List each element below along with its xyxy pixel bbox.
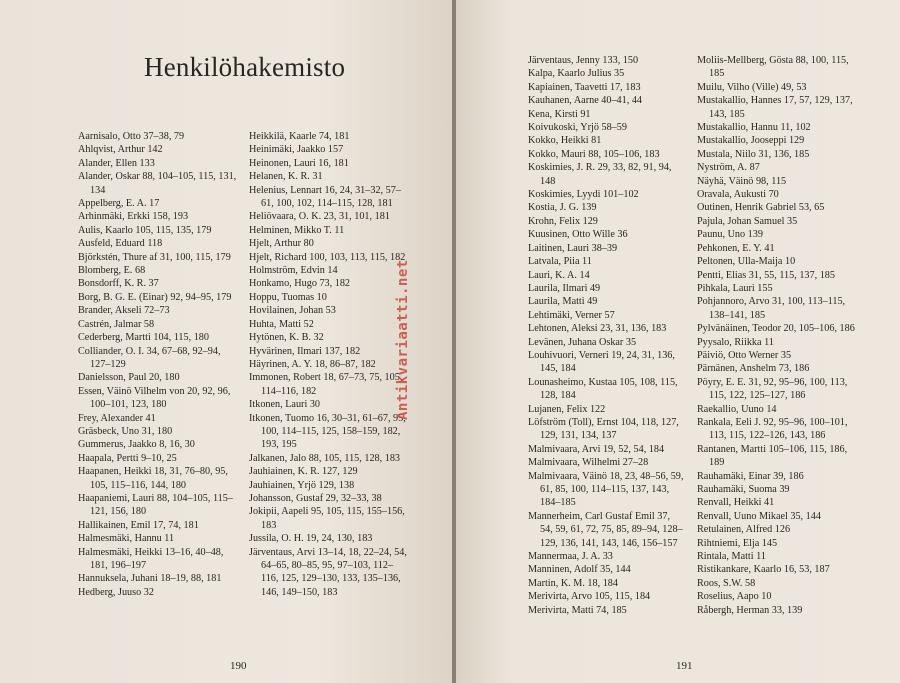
- index-entry: Hyvärinen, Ilmari 137, 182: [249, 345, 361, 357]
- index-entry: Levänen, Juhana Oskar 35: [528, 336, 637, 348]
- index-column-1: [78, 130, 238, 599]
- index-entry: Retulainen, Alfred 126: [697, 524, 791, 536]
- index-entry: Essen, Väinö Vilhelm von 20, 92, 96, 100–101, 123, 180: [78, 385, 231, 411]
- index-entry: Järventaus, Arvi 13–14, 18, 22–24, 54, 64–65, 80–85, 95, 97–103, 112–116, 125, 129–130, 133, 135–136, 146, 149–150, 183: [249, 546, 407, 598]
- index-entry: Hytönen, K. B. 32: [249, 332, 324, 344]
- index-entry: Hallikainen, Emil 17, 74, 181: [78, 519, 199, 531]
- index-entry: Arhinmäki, Erkki 158, 193: [78, 211, 189, 223]
- index-entry: Johansson, Gustaf 29, 32–33, 38: [249, 492, 382, 504]
- index-entry: Huhta, Matti 52: [249, 318, 314, 330]
- page-number-right: 191: [676, 660, 693, 672]
- index-entry: Rauhamäki, Suoma 39: [697, 484, 790, 495]
- index-entry: Kauhanen, Aarne 40–41, 44: [528, 95, 643, 107]
- index-entry: Pihkala, Lauri 155: [697, 282, 773, 294]
- index-entry: Lauri, K. A. 14: [528, 269, 590, 281]
- index-entry: Roselius, Aapo 10: [697, 591, 772, 603]
- index-entry: Pajula, Johan Samuel 35: [697, 215, 798, 227]
- index-entry: Koivukoski, Yrjö 58–59: [528, 122, 627, 134]
- index-entry: Mannermaa, J. A. 33: [528, 551, 613, 563]
- index-entry: Pyysalo, Riikka 11: [697, 336, 774, 348]
- index-entry: Holmström, Edvin 14: [249, 265, 338, 277]
- index-entry: Koskimies, Lyydi 101–102: [528, 189, 639, 201]
- index-entry: Mustakallio, Hannes 17, 57, 129, 137, 143, 185: [697, 95, 853, 120]
- index-entry: Hovilainen, Johan 53: [249, 305, 336, 317]
- index-entry: Alander, Ellen 133: [78, 157, 155, 169]
- index-entry: Lehtonen, Aleksi 23, 31, 136, 183: [528, 323, 667, 335]
- index-entry: Aulis, Kaarlo 105, 115, 135, 179: [78, 224, 212, 236]
- index-entry: Löfström (Toll), Ernst 104, 118, 127, 129, 131, 134, 137: [528, 416, 679, 442]
- index-entry: Mustakallio, Jooseppi 129: [697, 135, 805, 147]
- index-entry: Merivirta, Arvo 105, 115, 184: [528, 591, 651, 603]
- index-entry: Kokko, Mauri 88, 105–106, 183: [528, 148, 660, 160]
- index-entry: Pohjannoro, Arvo 31, 100, 113–115, 138–141, 185: [697, 296, 846, 321]
- watermark-text: Antikvariaatti.net: [395, 259, 411, 420]
- index-entry: Paunu, Uno 139: [697, 229, 763, 241]
- index-entry: Helminen, Mikko T. 11: [249, 224, 345, 236]
- index-entry: Pöyry, E. E. 31, 92, 95–96, 100, 113, 115, 122, 125–127, 186: [697, 376, 848, 402]
- index-entry: Kuusinen, Otto Wille 36: [528, 229, 628, 241]
- index-entry: Heinimäki, Jaakko 157: [249, 144, 344, 156]
- index-title: Henkilöhakemisto: [144, 52, 346, 82]
- index-entry: Latvala, Piia 11: [528, 256, 592, 268]
- index-entry: Lounasheimo, Kustaa 105, 108, 115, 128, 184: [528, 376, 678, 402]
- index-entry: Gräsbeck, Uno 31, 180: [78, 425, 173, 437]
- index-entry: Mannerheim, Carl Gustaf Emil 37, 54, 59, 61, 72, 75, 85, 89–94, 128–129, 136, 141, 143, 146, 156–157: [528, 510, 683, 549]
- index-entry: Ausfeld, Eduard 118: [78, 238, 163, 250]
- index-entry: Mustakallio, Hannu 11, 102: [697, 122, 811, 134]
- index-entry: Renvall, Heikki 41: [697, 497, 775, 509]
- index-entry: Kokko, Heikki 81: [528, 135, 602, 147]
- index-entry: Itkonen, Lauri 30: [249, 399, 321, 411]
- index-entry: Halmesmäki, Hannu 11: [78, 533, 175, 545]
- right-page: [456, 0, 900, 683]
- index-entry: Manninen, Adolf 35, 144: [528, 564, 631, 576]
- index-entry: Kapiainen, Taavetti 17, 183: [528, 81, 641, 93]
- index-entry: Jokipii, Aapeli 95, 105, 115, 155–156, 183: [249, 506, 405, 531]
- index-entry: Malmivaara, Arvi 19, 52, 54, 184: [528, 443, 665, 455]
- index-entry: Hjelt, Arthur 80: [249, 238, 314, 250]
- index-entry: Roos, S.W. 58: [697, 577, 756, 589]
- index-column-2: [249, 130, 409, 599]
- index-entry: Koskimies, J. R. 29, 33, 82, 91, 94, 148: [528, 162, 672, 187]
- index-entry: Hjelt, Richard 100, 103, 113, 115, 182: [249, 251, 406, 263]
- index-entry: Kalpa, Kaarlo Julius 35: [528, 68, 625, 80]
- index-entry: Heikkilä, Kaarle 74, 181: [249, 131, 350, 142]
- index-entry: Jauhiainen, K. R. 127, 129: [249, 466, 358, 478]
- index-entry: Brander, Akseli 72–73: [78, 305, 170, 317]
- index-entry: Oravala, Aukusti 70: [697, 189, 779, 201]
- index-entry: Aarnisalo, Otto 37–38, 79: [78, 131, 185, 142]
- index-entry: Halmesmäki, Heikki 13–16, 40–48, 181, 196–197: [78, 546, 224, 571]
- index-entry: Merivirta, Matti 74, 185: [528, 604, 627, 616]
- index-entry: Laitinen, Lauri 38–39: [528, 242, 618, 254]
- index-entry: Haapanen, Heikki 18, 31, 76–80, 95, 105, 115–116, 144, 180: [78, 466, 228, 491]
- index-entry: Borg, B. G. E. (Einar) 92, 94–95, 179: [78, 291, 232, 303]
- index-entry: Alander, Oskar 88, 104–105, 115, 131, 134: [78, 171, 237, 196]
- index-entry: Pentti, Elias 31, 55, 115, 137, 185: [697, 269, 835, 281]
- index-entry: Haapaniemi, Lauri 88, 104–105, 115–121, 156, 180: [78, 492, 233, 518]
- index-entry: Nyström, A. 87: [697, 162, 760, 174]
- index-entry: Frey, Alexander 41: [78, 412, 156, 424]
- index-entry: Helenius, Lennart 16, 24, 31–32, 57–61, 100, 102, 114–115, 128, 181: [249, 184, 401, 210]
- index-entry: Honkamo, Hugo 73, 182: [249, 278, 351, 290]
- index-entry: Rankala, Eeli J. 92, 95–96, 100–101, 113, 115, 122–126, 143, 186: [697, 416, 848, 442]
- index-entry: Pehkonen, E. Y. 41: [697, 242, 775, 254]
- index-entry: Krohn, Felix 129: [528, 215, 598, 227]
- index-entry: Helanen, K. R. 31: [249, 171, 323, 183]
- index-entry: Louhivuori, Verneri 19, 24, 31, 136, 145, 184: [528, 349, 675, 375]
- index-entry: Itkonen, Tuomo 16, 30–31, 61–67, 95, 100, 114–115, 125, 158–159, 182, 193, 195: [249, 412, 406, 451]
- index-entry: Hoppu, Tuomas 10: [249, 291, 327, 303]
- index-entry: Moliis-Mellberg, Gösta 88, 100, 115, 185: [697, 55, 849, 80]
- index-entry: Kostia, J. G. 139: [528, 202, 597, 214]
- index-entry: Martin, K. M. 18, 184: [528, 577, 618, 589]
- index-entry: Appelberg, E. A. 17: [78, 198, 160, 210]
- index-entry: Bonsdorff, K. R. 37: [78, 278, 159, 290]
- index-entry: Renvall, Uuno Mikael 35, 144: [697, 510, 821, 522]
- index-entry: Ristikankare, Kaarlo 16, 53, 187: [697, 564, 830, 576]
- index-entry: Järventaus, Jenny 133, 150: [528, 55, 639, 66]
- index-entry: Jalkanen, Jalo 88, 105, 115, 128, 183: [249, 452, 401, 464]
- index-entry: Jussila, O. H. 19, 24, 130, 183: [249, 533, 373, 545]
- index-entry: Raekallio, Uuno 14: [697, 403, 777, 415]
- index-entry: Cederberg, Martti 104, 115, 180: [78, 332, 209, 344]
- index-entry: Immonen, Robert 18, 67–73, 75, 105, 114–116, 182: [249, 372, 403, 397]
- index-entry: Laurila, Ilmari 49: [528, 282, 601, 294]
- index-entry: Colliander, O. I. 34, 67–68, 92–94, 127–129: [78, 345, 221, 370]
- index-entry: Kena, Kirsti 91: [528, 108, 591, 120]
- index-entry: Lujanen, Felix 122: [528, 403, 606, 415]
- index-entry: Rihtniemi, Elja 145: [697, 537, 778, 549]
- index-column-3: [528, 54, 684, 617]
- index-entry: Danielsson, Paul 20, 180: [78, 372, 180, 384]
- index-entry: Rantanen, Martti 105–106, 115, 186, 189: [697, 443, 848, 469]
- index-entry: Malmivaara, Wilhelmi 27–28: [528, 457, 649, 469]
- index-entry: Castrén, Jalmar 58: [78, 318, 155, 330]
- index-entry: Muilu, Vilho (Ville) 49, 53: [697, 81, 807, 93]
- index-entry: Heliövaara, O. K. 23, 31, 101, 181: [249, 211, 390, 223]
- index-entry: Haapala, Pertti 9–10, 25: [78, 452, 177, 464]
- index-entry: Heinonen, Lauri 16, 181: [249, 157, 349, 169]
- index-entry: Blomberg, E. 68: [78, 265, 146, 277]
- index-entry: Hedberg, Juuso 32: [78, 586, 154, 598]
- index-entry: Päiviö, Otto Werner 35: [697, 349, 792, 361]
- index-entry: Hannuksela, Juhani 18–19, 88, 181: [78, 573, 222, 585]
- index-entry: Pylvänäinen, Teodor 20, 105–106, 186: [697, 323, 855, 335]
- index-entry: Rauhamäki, Einar 39, 186: [697, 470, 804, 482]
- index-entry: Råbergh, Herman 33, 139: [697, 604, 803, 616]
- index-entry: Näyhä, Väinö 98, 115: [697, 175, 787, 187]
- index-entry: Björkstén, Thure af 31, 100, 115, 179: [78, 251, 231, 263]
- index-entry: Lehtimäki, Verner 57: [528, 309, 615, 321]
- page-number-left: 190: [230, 660, 247, 672]
- index-entry: Malmivaara, Väinö 18, 23, 48–56, 59, 61, 85, 100, 114–115, 137, 143, 184–185: [528, 470, 684, 509]
- index-entry: Pärnänen, Anshelm 73, 186: [697, 363, 810, 375]
- index-entry: Häyrinen, A. Y. 18, 86–87, 182: [249, 358, 376, 370]
- index-entry: Mustala, Niilo 31, 136, 185: [697, 148, 810, 160]
- index-entry: Rintala, Matti 11: [697, 551, 766, 563]
- index-entry: Outinen, Henrik Gabriel 53, 65: [697, 202, 825, 214]
- index-entry: Gummerus, Jaakko 8, 16, 30: [78, 439, 195, 451]
- index-entry: Laurila, Matti 49: [528, 296, 598, 308]
- index-column-4: [697, 54, 857, 617]
- index-entry: Ahlqvist, Arthur 142: [78, 144, 163, 156]
- index-entry: Peltonen, Ulla-Maija 10: [697, 256, 796, 268]
- index-entry: Jauhiainen, Yrjö 129, 138: [249, 479, 355, 491]
